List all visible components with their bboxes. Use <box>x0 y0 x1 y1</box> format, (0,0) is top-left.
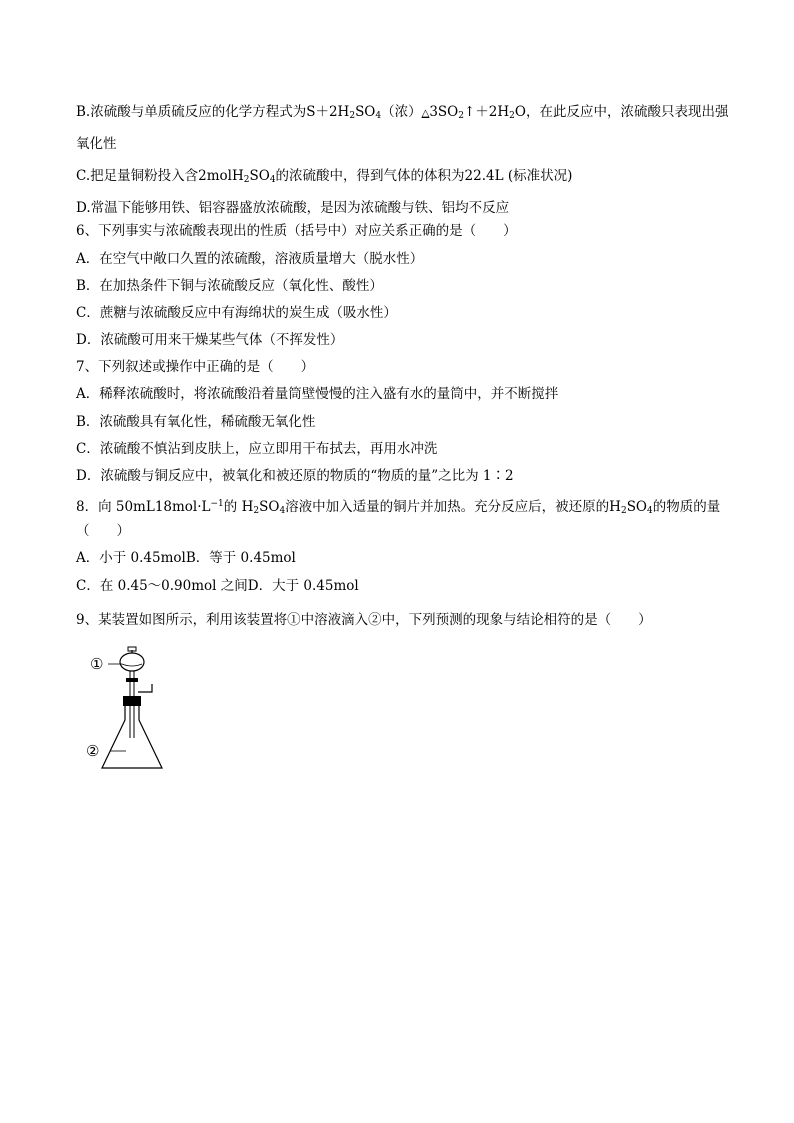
line-b-1: B.浓硫酸与单质硫反应的化学方程式为$S+2H_2SO_4$（浓）$\triangle 3SO_2↑+2H_2O$，在此反应中，浓硫酸只表现出强 <box>76 104 729 121</box>
line-d: D.常温下能够用铁、铝容器盛放浓硫酸，是因为浓硫酸与铁、铝均不反应 <box>76 200 510 216</box>
heat-symbol: △ <box>421 108 430 119</box>
q7-option-c: C．浓硫酸不慎沾到皮肤上，应立即用干布拭去，再用水冲洗 <box>76 441 438 457</box>
q7-option-a: A．稀释浓硫酸时，将浓硫酸沿着量筒壁慢慢的注入盛有水的量筒中，并不断搅拌 <box>76 386 559 402</box>
q7-option-b: B．浓硫酸具有氧化性，稀硫酸无氧化性 <box>76 414 316 430</box>
q7-option-d: D．浓硫酸与铜反应中，被氧化和被还原的物质的“物质的量”之比为 1∶2 <box>76 468 514 484</box>
apparatus-figure <box>80 640 190 780</box>
q7-stem: 7、下列叙述或操作中正确的是（ ） <box>76 359 315 375</box>
flask-apparatus-diagram <box>80 640 190 780</box>
q6-option-c: C．蔗糖与浓硫酸反应中有海绵状的炭生成（吸水性） <box>76 305 397 321</box>
q9-stem: 9、某装置如图所示，利用该装置将①中溶液滴入②中，下列预测的现象与结论相符的是（ ） <box>76 612 652 628</box>
q8-options-cd: C．在 0.45～0.90mol 之间D．大于 0.45mol <box>76 578 359 594</box>
q6-option-d: D．浓硫酸可用来干燥某些气体（不挥发性） <box>76 332 344 348</box>
q6-option-b: B．在加热条件下铜与浓硫酸反应（氧化性、酸性） <box>76 278 383 294</box>
label-one: ① <box>90 655 104 673</box>
label-two: ② <box>86 742 100 760</box>
q6-stem: 6、下列事实与浓硫酸表现出的性质（括号中）对应关系正确的是（ ） <box>76 223 517 239</box>
line-b-2: 氧化性 <box>76 136 117 152</box>
line-c: C.把足量铜粉投入含$2molH_2SO_4$的浓硫酸中，得到气体的体积为22.4L (标准状况) <box>76 168 573 185</box>
q6-option-a: A．在空气中敞口久置的浓硫酸，溶液质量增大（脱水性） <box>76 251 424 267</box>
q8-paren: （ ） <box>76 523 130 539</box>
q8-stem: 8．向 $50mL18mol\cdot L^{-1}$的 $H_2SO_4$溶液中加入适量的铜片并加热。充分反应后，被还原的$H_2SO_4$的物质的量 <box>76 499 721 516</box>
q8-options-ab: A．小于 0.45molB．等于 0.45mol <box>76 550 296 566</box>
